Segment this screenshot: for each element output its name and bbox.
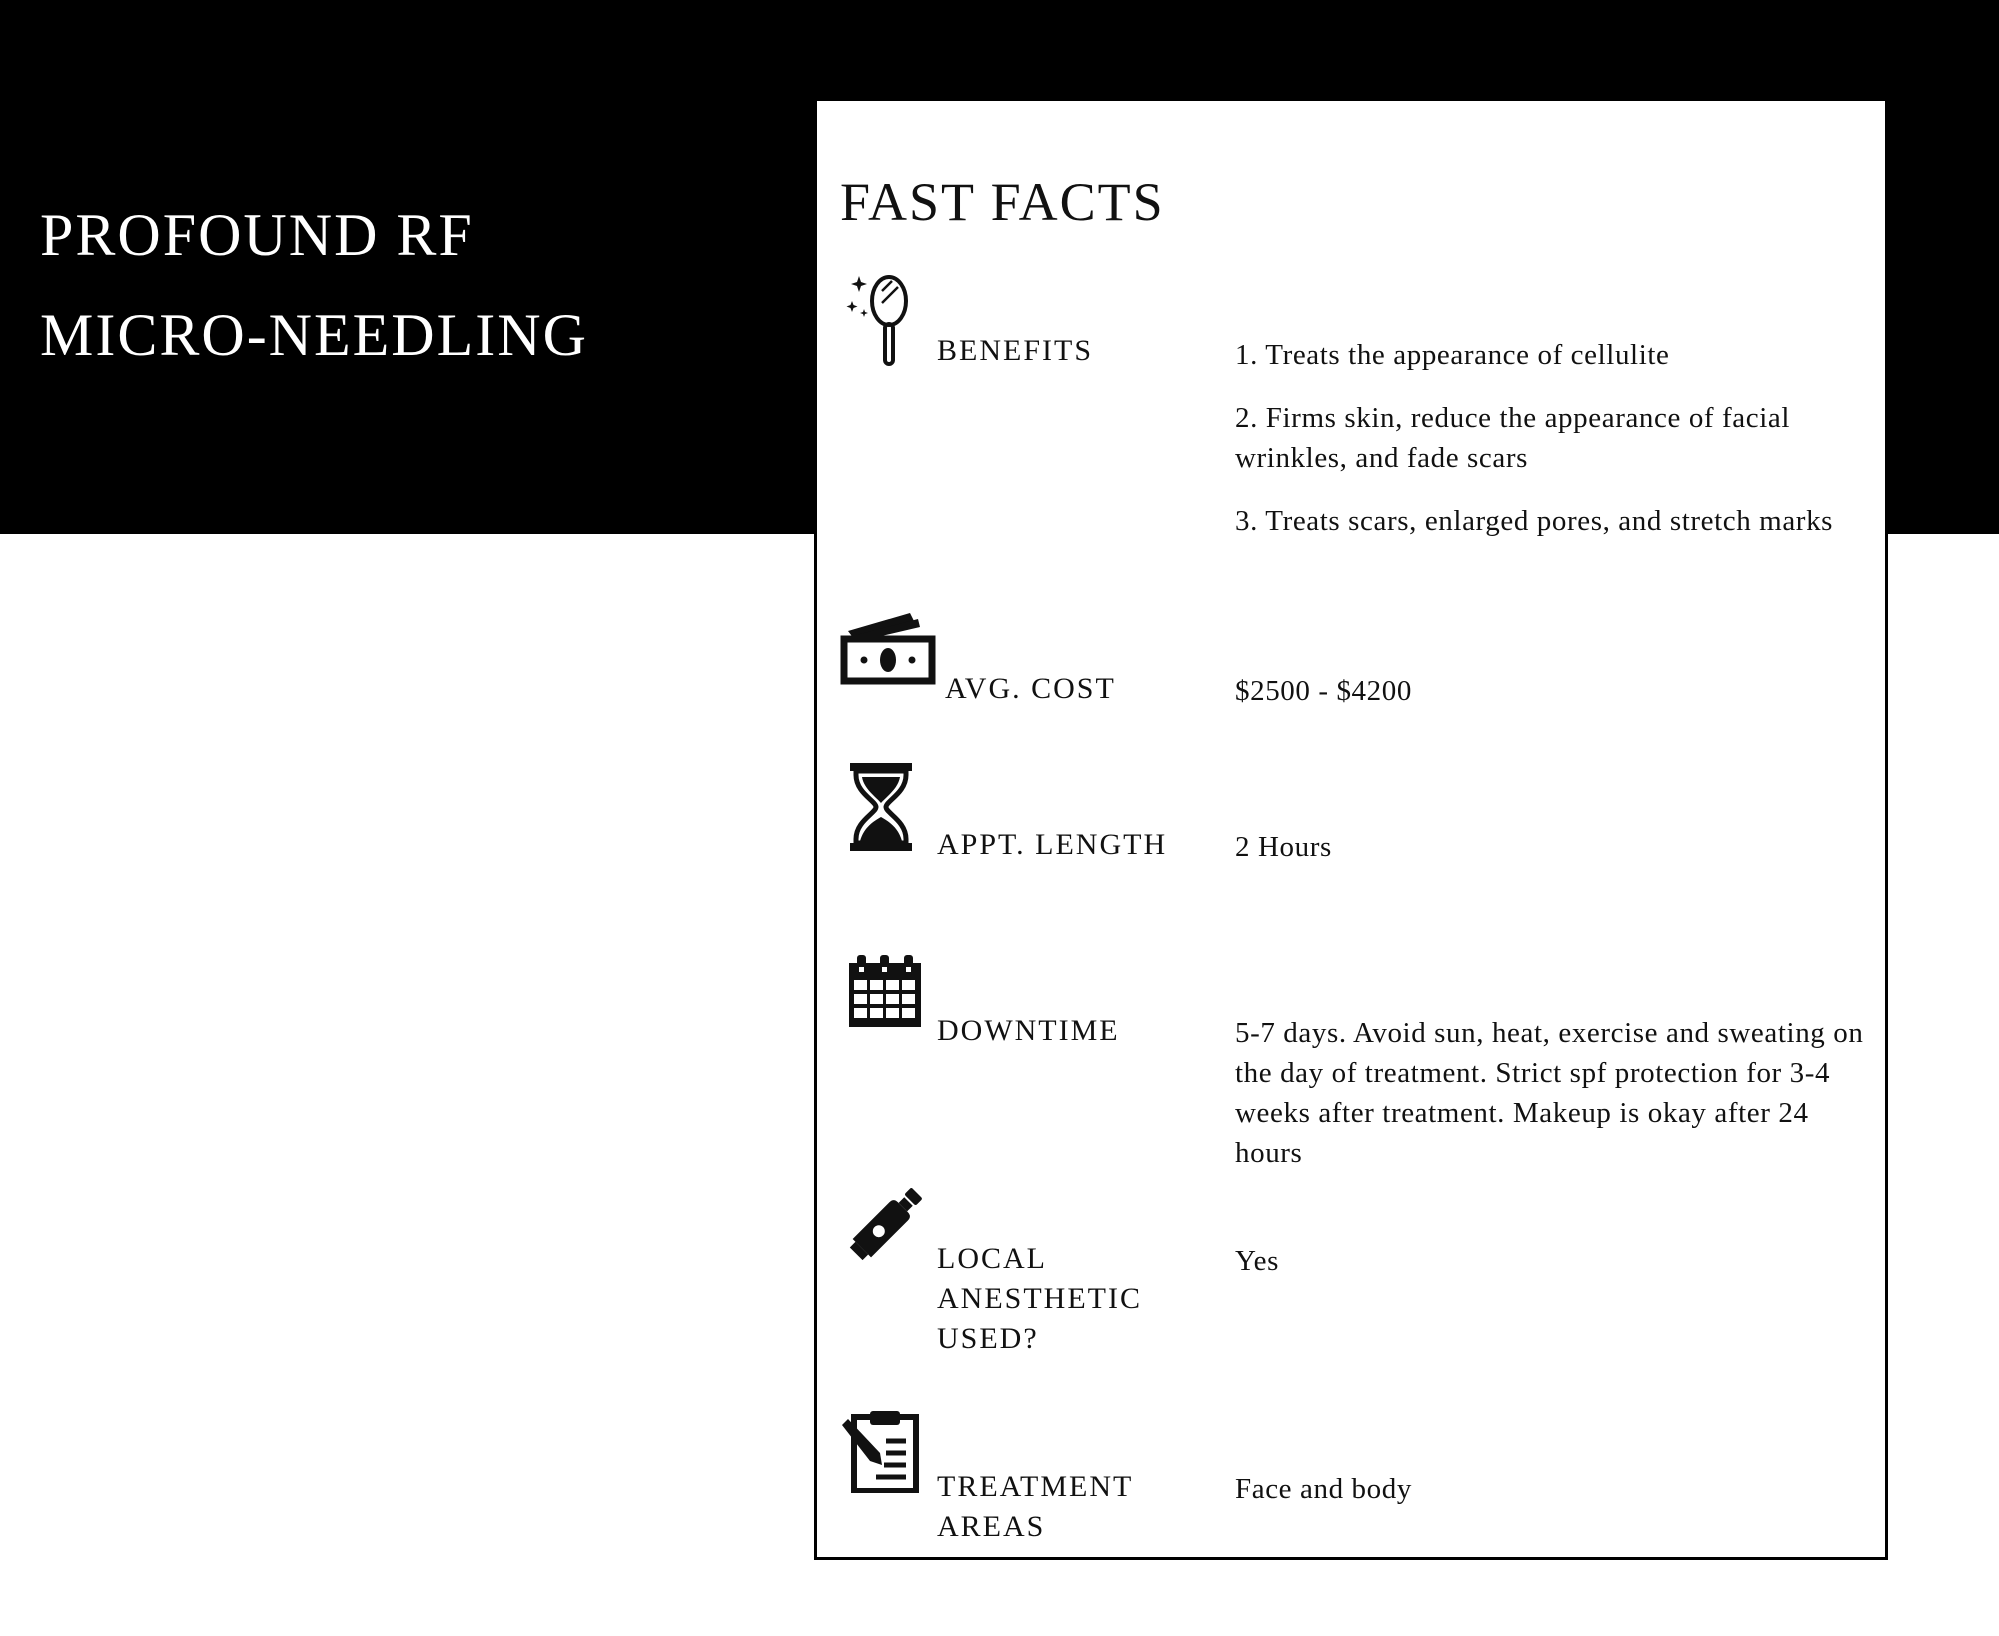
value-avg-cost: $2500 - $4200	[1235, 675, 1412, 707]
benefit-item: 3. Treats scars, enlarged pores, and stretch marks	[1235, 505, 1834, 537]
benefit-item: 2. Firms skin, reduce the appearance of facial wrinkles, and fade scars	[1235, 402, 1791, 474]
hand-mirror-icon	[842, 271, 932, 371]
title-line-1: PROFOUND RF	[40, 202, 474, 268]
label-local-anesthetic: LOCAL ANESTHETIC USED?	[937, 1242, 1142, 1355]
title-line-2: MICRO-NEEDLING	[40, 302, 588, 368]
fast-facts-card	[814, 98, 1888, 1560]
value-treatment-areas: Face and body	[1235, 1473, 1412, 1505]
cream-tube-icon	[845, 1179, 931, 1265]
label-benefits: BENEFITS	[937, 334, 1094, 367]
money-icon	[840, 611, 936, 686]
label-avg-cost: AVG. COST	[945, 672, 1116, 705]
clipboard-icon	[840, 1409, 922, 1493]
value-appt-length: 2 Hours	[1235, 831, 1332, 863]
value-benefits	[1235, 335, 1865, 564]
value-local-anesthetic: Yes	[1235, 1245, 1279, 1277]
label-downtime: DOWNTIME	[937, 1014, 1120, 1047]
page-title	[40, 185, 588, 385]
label-appt-length: APPT. LENGTH	[937, 828, 1168, 861]
benefit-item: 1. Treats the appearance of cellulite	[1235, 339, 1670, 371]
label-treatment-areas: TREATMENT AREAS	[937, 1470, 1133, 1543]
card-title: FAST FACTS	[840, 172, 1165, 232]
calendar-icon	[849, 955, 921, 1027]
hourglass-icon	[850, 763, 912, 851]
value-downtime: 5-7 days. Avoid sun, heat, exercise and sweating on the day of treatment. Strict spf protection for 3-4 weeks after treatment. Makeup is okay after 24 hours	[1235, 1017, 1864, 1169]
